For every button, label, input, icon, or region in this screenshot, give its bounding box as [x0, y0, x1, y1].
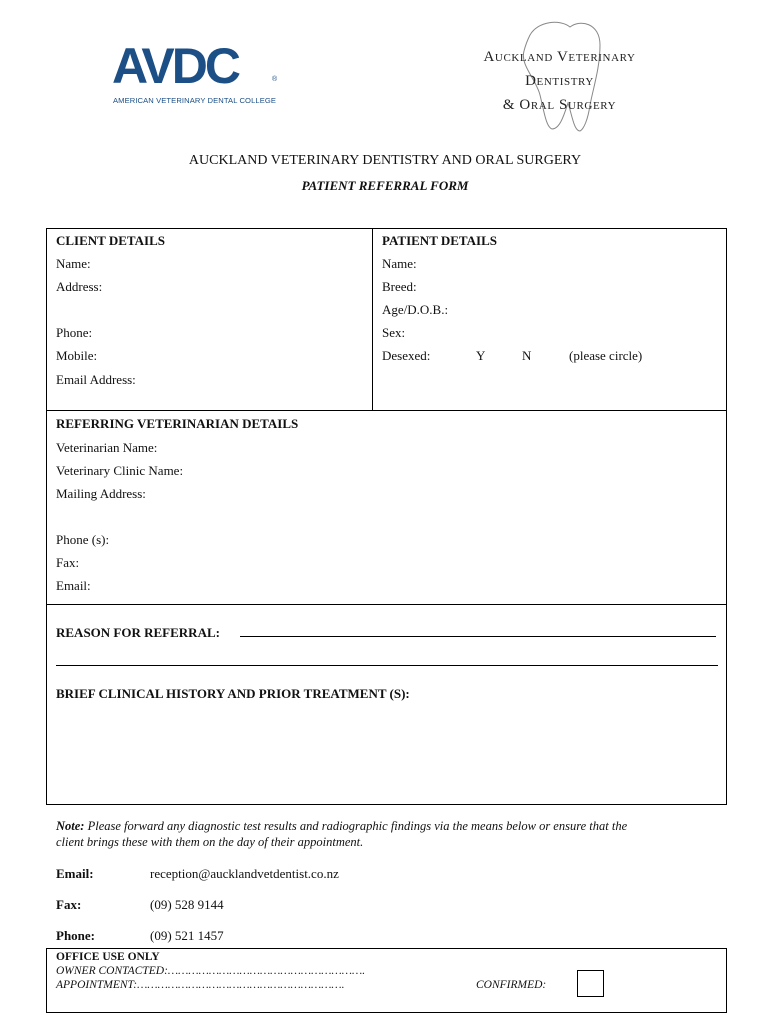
- client-mobile-field: Mobile:: [56, 348, 98, 363]
- vet-fax-field: Fax:: [56, 555, 80, 570]
- client-details-heading: CLIENT DETAILS: [56, 233, 165, 248]
- note-line-2: client brings these with them on the day of their appointment.: [56, 835, 364, 849]
- section-divider-1: [46, 410, 727, 411]
- vet-email-field: Email:: [56, 578, 91, 593]
- client-address-field: Address:: [56, 279, 103, 294]
- patient-breed-field: Breed:: [382, 279, 417, 294]
- contact-email-label: Email:: [56, 866, 94, 881]
- contact-phone-value: (09) 521 1457: [150, 928, 224, 943]
- confirmed-label: CONFIRMED:: [476, 979, 547, 991]
- clinic-logo-line3: & Oral Surgery: [502, 97, 617, 113]
- note-lead: Note:: [56, 819, 85, 833]
- contact-fax-label: Fax:: [56, 897, 82, 912]
- patient-details-heading: PATIENT DETAILS: [382, 233, 497, 248]
- form-title: PATIENT REFERRAL FORM: [301, 178, 469, 193]
- vet-phone-field: Phone (s):: [56, 532, 110, 547]
- patient-age-field: Age/D.O.B.:: [382, 302, 449, 317]
- confirmed-checkbox[interactable]: [577, 970, 604, 997]
- contact-email-value[interactable]: reception@aucklandvetdentist.co.nz: [150, 866, 339, 881]
- page-title: AUCKLAND VETERINARY DENTISTRY AND ORAL SURGERY: [188, 153, 582, 168]
- office-use-heading: OFFICE USE ONLY: [56, 951, 160, 963]
- reason-line-1[interactable]: [240, 636, 716, 637]
- desexed-yes-option[interactable]: Y: [476, 348, 486, 363]
- column-divider: [372, 228, 373, 411]
- vet-clinic-field: Veterinary Clinic Name:: [56, 463, 184, 478]
- patient-desexed-field: Desexed:: [382, 348, 431, 363]
- appointment-field: APPOINTMENT:…………………………………………………….: [56, 979, 345, 991]
- registered-mark: ®: [272, 76, 278, 83]
- desexed-no-option[interactable]: N: [522, 348, 532, 363]
- vet-mailing-field: Mailing Address:: [56, 486, 146, 501]
- reason-for-referral-label: REASON FOR REFERRAL:: [56, 625, 220, 640]
- please-circle-hint: (please circle): [569, 348, 643, 363]
- avdc-logo: [112, 40, 277, 110]
- client-email-field: Email Address:: [56, 372, 136, 387]
- avdc-logo-letters: AVDC: [112, 38, 238, 94]
- clinic-logo-line2: Dentistry: [525, 73, 594, 89]
- clinic-logo-line1: Auckland Veterinary: [483, 49, 636, 65]
- referring-vet-heading: REFERRING VETERINARIAN DETAILS: [56, 416, 299, 431]
- reason-line-2[interactable]: [56, 665, 718, 666]
- note-line-1: [56, 819, 627, 834]
- patient-name-field: Name:: [382, 256, 417, 271]
- note-text-1: Please forward any diagnostic test results and radiographic findings via the means below or ensure that the: [87, 819, 628, 833]
- avdc-subtitle: AMERICAN VETERINARY DENTAL COLLEGE: [113, 96, 277, 105]
- clinical-history-label: BRIEF CLINICAL HISTORY AND PRIOR TREATMENT (S):: [56, 686, 410, 701]
- section-divider-2: [46, 604, 727, 605]
- owner-contacted-field: OWNER CONTACTED:………………………………………………….: [56, 965, 366, 977]
- client-name-field: Name:: [56, 256, 91, 271]
- client-phone-field: Phone:: [56, 325, 93, 340]
- vet-name-field: Veterinarian Name:: [56, 440, 158, 455]
- clinic-logo-text: [452, 45, 667, 117]
- patient-sex-field: Sex:: [382, 325, 406, 340]
- contact-fax-value: (09) 528 9144: [150, 897, 224, 912]
- contact-phone-label: Phone:: [56, 928, 95, 943]
